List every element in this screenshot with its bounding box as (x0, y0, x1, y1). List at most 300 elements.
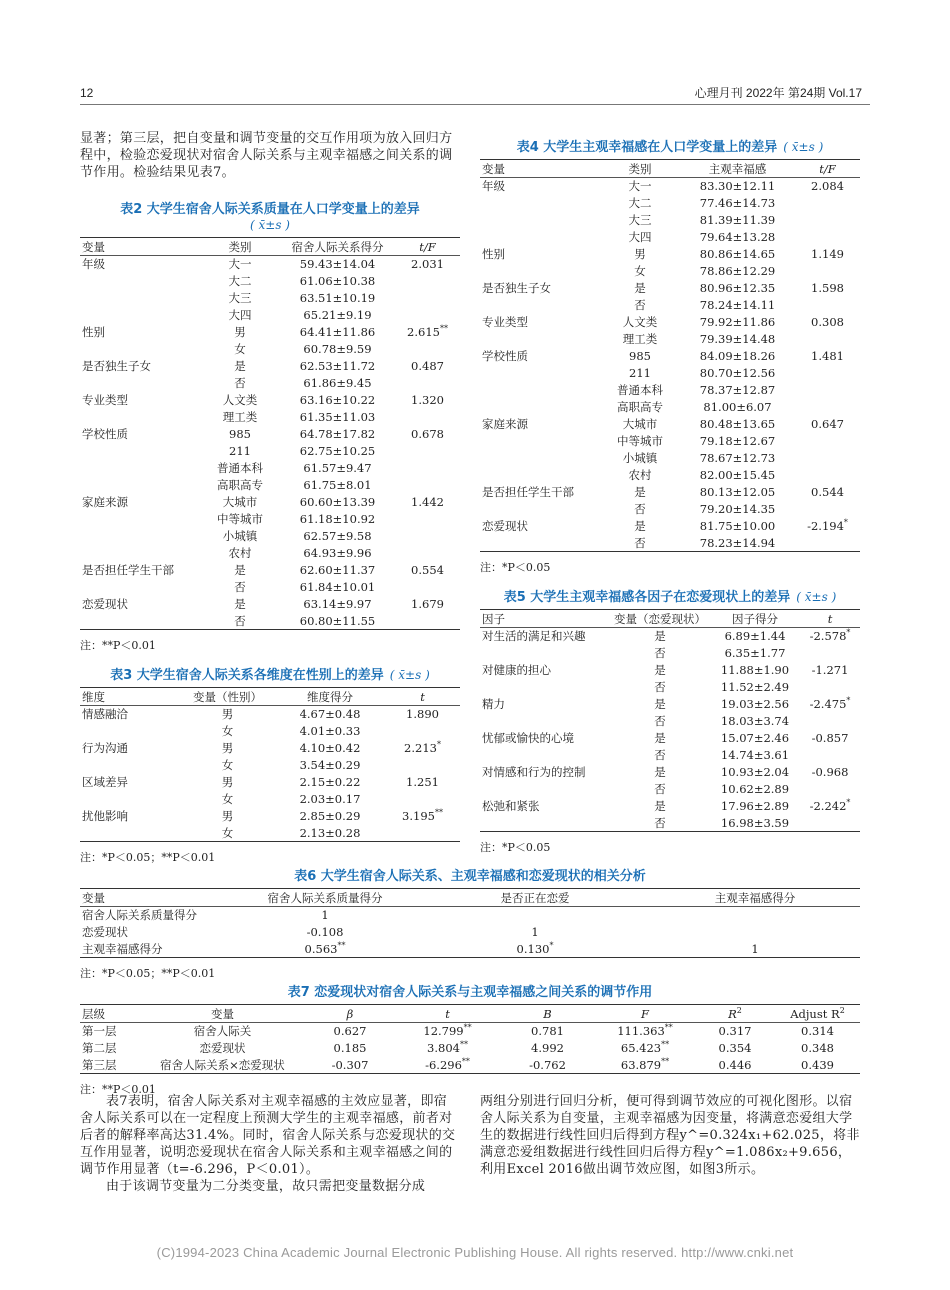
table-cell: 区域差异 (82, 775, 128, 789)
table-cell: 77.46±14.73 (699, 196, 776, 210)
table2-title: 表2 大学生宿舍人际关系质量在人口学变量上的差异 (120, 202, 420, 217)
table-cell: 80.86±14.65 (699, 247, 776, 261)
table-cell: 恋爱现状 (482, 519, 528, 533)
table-row (480, 399, 860, 416)
table-cell: 61.35±11.03 (299, 410, 376, 424)
table-cell (480, 382, 600, 399)
table2-header: 类别 (200, 238, 280, 256)
table4-header: 主观幸福感 (680, 160, 795, 178)
table-cell (395, 290, 460, 307)
table-cell (480, 433, 600, 450)
table-cell (795, 450, 860, 467)
table-row (480, 730, 860, 747)
table-cell: 2.213* (404, 740, 441, 755)
table-row (80, 477, 460, 494)
table-cell: 63.51±10.19 (299, 291, 376, 305)
table7-header: β (305, 1005, 395, 1023)
table-cell: 情感融洽 (82, 707, 128, 722)
table7-header: 层级 (80, 1005, 140, 1023)
table5-header: 因子 (480, 610, 610, 628)
table-cell (385, 791, 460, 808)
table-cell (395, 545, 460, 562)
table-cell (480, 331, 600, 348)
table-cell: 1.251 (406, 775, 439, 789)
significance-mark: * (846, 696, 851, 706)
table-cell (795, 331, 860, 348)
table-row (80, 924, 860, 941)
table-cell: 第二层 (82, 1041, 117, 1055)
table-row (80, 562, 460, 579)
table-cell: 中等城市 (217, 512, 263, 526)
table-cell (650, 907, 860, 924)
table-cell: 4.67±0.48 (299, 707, 361, 722)
table-cell: 0.185 (333, 1041, 367, 1055)
table-cell: 1.679 (411, 597, 444, 611)
significance-mark: ** (459, 1040, 468, 1050)
table-cell: 是否独生子女 (482, 281, 551, 295)
table-cell (395, 375, 460, 392)
table-cell: 人文类 (622, 315, 658, 329)
table-cell (480, 212, 600, 229)
table-cell (80, 341, 200, 358)
table-cell: 大一 (228, 257, 252, 272)
table-row (80, 825, 460, 842)
table3-header: 维度 (80, 688, 180, 706)
table-cell: 否 (654, 646, 666, 660)
table7 (80, 1004, 860, 1074)
significance-mark: ** (439, 324, 448, 334)
table-cell: 大四 (628, 230, 652, 244)
table-row (80, 723, 460, 740)
table-cell: 1 (531, 925, 539, 939)
table5-header: t (800, 610, 860, 628)
table-row (80, 358, 460, 375)
table-cell (80, 511, 200, 528)
table-cell (800, 815, 860, 832)
table4-note: 注：*P＜0.05 (480, 561, 551, 574)
table-cell: 62.60±11.37 (299, 563, 376, 577)
table-cell: 4.10±0.42 (299, 741, 361, 755)
significance-mark: * (436, 740, 441, 750)
table-cell: 3.195** (402, 808, 443, 823)
table-cell: 是 (654, 697, 666, 711)
table-row (80, 613, 460, 630)
table5-title: 表5 大学生主观幸福感各因子在恋爱现状上的差异 ( x̄±s ) (503, 590, 837, 605)
table-cell (795, 195, 860, 212)
table-row (480, 314, 860, 331)
table-cell (795, 433, 860, 450)
table-row (480, 297, 860, 314)
table-cell: 忧郁或愉快的心境 (482, 731, 574, 745)
table-cell: 2.13±0.28 (275, 825, 385, 842)
intro-text: 显著；第三层，把自变量和调节变量的交互作用项为放入回归方程中，检验恋爱现状对宿舍人际关系与主观幸福感之间关系的调节作用。检验结果见表7。 (80, 131, 453, 180)
table-cell (80, 409, 200, 426)
significance-mark: * (846, 798, 851, 808)
table-row (480, 416, 860, 433)
table7-block (80, 981, 860, 1097)
table5-header: 变量（恋爱现状） (610, 610, 710, 628)
table-row (480, 628, 860, 645)
table-cell: 否 (634, 298, 646, 312)
page-number: 12 (80, 86, 94, 100)
table-row (80, 341, 460, 358)
table4-title: 表4 大学生主观幸福感在人口学变量上的差异 ( x̄±s ) (516, 140, 824, 155)
table-cell: 63.14±9.97 (303, 597, 372, 611)
table-cell: 大四 (228, 308, 252, 322)
table-cell: 高职高专 (217, 478, 263, 492)
table-cell: 女 (221, 724, 234, 738)
table-row (80, 426, 460, 443)
table-cell: 宿舍人际关系×恋爱现状 (140, 1057, 305, 1074)
table5-block (480, 586, 860, 855)
table-cell: 农村 (628, 468, 652, 482)
table2-note: 注：**P＜0.01 (80, 639, 156, 652)
table-cell: 12.799** (423, 1023, 472, 1039)
table-cell (395, 579, 460, 596)
table-cell (395, 511, 460, 528)
table-row (80, 494, 460, 511)
table-cell: 62.53±11.72 (299, 359, 376, 373)
table-cell: 小城镇 (222, 529, 258, 543)
table6-header: 主观幸福感得分 (650, 889, 860, 907)
table-row (480, 263, 860, 280)
table-cell: 男 (234, 325, 246, 339)
table-cell: 女 (180, 825, 275, 842)
table7-title: 表7 恋爱现状对宿舍人际关系与主观幸福感之间关系的调节作用 (287, 985, 653, 1000)
table-cell: 64.78±17.82 (299, 427, 376, 441)
table-cell: 81.00±6.07 (703, 400, 772, 414)
table-cell: -2.194* (807, 518, 848, 533)
table-row (480, 798, 860, 815)
table-row (480, 535, 860, 552)
table-cell: 学校性质 (82, 427, 128, 441)
table-cell (795, 365, 860, 382)
table-cell: 64.41±11.86 (299, 325, 376, 339)
table-cell: 2.031 (411, 257, 444, 272)
table-cell: 对生活的满足和兴趣 (482, 629, 586, 644)
table-cell: 82.00±15.45 (699, 468, 776, 482)
table-row (80, 1040, 860, 1057)
table-cell: 大城市 (622, 417, 658, 431)
table-cell: 2.615** (407, 324, 448, 339)
table6-header: 宿舍人际关系质量得分 (230, 889, 420, 907)
table5-stat: ( x̄±s ) (796, 590, 837, 604)
table-row (480, 484, 860, 501)
table-cell (480, 501, 600, 518)
table4 (480, 159, 860, 552)
table-cell: -2.578* (809, 628, 851, 644)
table6-title: 表6 大学生宿舍人际关系、主观幸福感和恋爱现状的相关分析 (294, 869, 646, 884)
table-cell: 年级 (482, 179, 505, 194)
body-right-paragraph: 两组分别进行回归分析，便可得到调节效应的可视化图形。以宿舍人际关系为自变量，主观幸福感为因变量，将满意恋爱组大学生的数据进行线性回归后得到方程y^=0.324x₁+62.025，将非满意恋爱组数据进行线性回归后得方程y^=1.086x₂+9.656，利用Excel 2016做出调节效应图，如图3所示。 (480, 1094, 860, 1177)
table-cell: 否 (200, 613, 280, 630)
table-cell (480, 399, 600, 416)
table-cell: 111.363** (617, 1023, 673, 1039)
table-cell (480, 535, 600, 552)
table-cell (80, 460, 200, 477)
table-cell: 0.544 (811, 485, 844, 499)
table-cell: 65.423** (620, 1040, 670, 1055)
table4-header: 变量 (480, 160, 600, 178)
table-cell: 11.52±2.49 (720, 680, 790, 694)
body-left-paragraph: 表7表明，宿舍人际关系对主观幸福感的主效应显著，即宿舍人际关系可以在一定程度上预测大学生的主观幸福感，前者对后者的解释率高达31.4%。同时，宿舍人际关系与恋爱现状的交互作用显著，说明恋爱现状在宿舍人际关系和主观幸福感之间的调节作用显著（t=-6.296，P＜0.01）。 (80, 1094, 456, 1177)
table-cell: 是 (654, 799, 666, 813)
table-cell: -2.242* (809, 798, 851, 813)
table-row (80, 1057, 860, 1074)
table-row (80, 740, 460, 757)
table7-header: $R^2$ (695, 1005, 775, 1023)
table-cell: 985 (229, 427, 251, 441)
table-cell: 中等城市 (617, 434, 663, 448)
table-cell: 扰他影响 (82, 809, 128, 823)
table-cell: 79.20±14.35 (699, 502, 776, 516)
table-cell: 985 (629, 349, 651, 363)
table-cell (80, 825, 180, 842)
table6-block (80, 865, 860, 981)
table-row (480, 696, 860, 713)
table-row (80, 757, 460, 774)
table-cell (480, 713, 610, 730)
table-cell: 宿舍人际关 (193, 1024, 252, 1039)
table-cell (795, 535, 860, 552)
table5-note: 注：*P＜0.05 (480, 841, 551, 854)
table2-block (80, 198, 460, 653)
table-cell: -1.271 (811, 663, 849, 677)
journal-header: 心理月刊 2022年 第24期 Vol.17 (694, 86, 862, 100)
table-cell (800, 679, 860, 696)
table-cell: 3.804** (427, 1040, 468, 1055)
table-cell (480, 450, 600, 467)
table3-title: 表3 大学生宿舍人际关系各维度在性别上的差异 ( x̄±s ) (110, 668, 430, 683)
table-cell: 2.15±0.22 (299, 775, 361, 789)
table-cell: 理工类 (222, 410, 258, 424)
table-cell: 0.446 (695, 1057, 775, 1074)
table-cell (480, 263, 600, 280)
table-row (80, 307, 460, 324)
table-cell: 14.74±3.61 (720, 748, 790, 762)
table-cell (480, 815, 610, 832)
table-cell: 女 (221, 758, 234, 772)
table-cell (480, 297, 600, 314)
table-cell: 女 (634, 264, 646, 278)
table-cell: 80.96±12.35 (699, 281, 776, 295)
table2-header: 变量 (80, 238, 200, 256)
table6 (80, 888, 860, 958)
table-row (480, 450, 860, 467)
table-cell: 4.01±0.33 (299, 724, 361, 738)
table-cell (395, 273, 460, 290)
table-cell (395, 443, 460, 460)
table-cell (480, 645, 610, 662)
significance-mark: * (549, 940, 554, 950)
table-cell (480, 467, 600, 484)
table-row (80, 256, 460, 273)
table-cell (800, 645, 860, 662)
table-cell: 1.598 (811, 281, 844, 295)
table-cell: 80.13±12.05 (699, 485, 776, 499)
table-cell: -0.857 (811, 731, 849, 745)
table-cell: 0.354 (718, 1041, 752, 1055)
table-cell (800, 747, 860, 764)
table-cell: 否 (600, 535, 680, 552)
table-cell: 78.67±12.73 (699, 451, 776, 465)
table-cell: 2.084 (811, 179, 844, 194)
intro-paragraph (80, 130, 460, 181)
table-row (480, 713, 860, 730)
table-cell (395, 409, 460, 426)
table-cell: 80.70±12.56 (699, 366, 776, 380)
table-cell: 是 (654, 663, 666, 677)
table7-header: F (595, 1005, 695, 1023)
table-cell: 女 (221, 792, 234, 806)
table-cell (480, 679, 610, 696)
table-cell (80, 545, 200, 562)
table-cell (80, 477, 200, 494)
table-cell: 81.39±11.39 (699, 213, 776, 227)
table-row (80, 706, 460, 723)
table3 (80, 687, 460, 842)
table-cell: 61.84±10.01 (299, 580, 376, 594)
table-cell: -0.762 (500, 1057, 595, 1074)
table-row (80, 791, 460, 808)
table-row (80, 545, 460, 562)
table-row (480, 645, 860, 662)
table-cell: 松弛和紧张 (482, 799, 540, 813)
table-cell (395, 528, 460, 545)
table-cell (795, 229, 860, 246)
table-cell: 19.03±2.56 (720, 697, 790, 711)
table-cell (80, 307, 200, 324)
table-cell: 恋爱现状 (199, 1041, 246, 1055)
table-cell (795, 467, 860, 484)
table-cell: 男 (221, 775, 234, 789)
table-row (480, 501, 860, 518)
table-cell: 是 (234, 597, 246, 611)
table-cell: 恋爱现状 (82, 597, 128, 611)
table-cell: 64.93±9.96 (303, 546, 372, 560)
table-cell: 18.03±3.74 (720, 714, 790, 728)
table-cell: 0.439 (775, 1057, 860, 1074)
table6-note: 注：*P＜0.05；**P＜0.01 (80, 967, 216, 980)
table-cell (385, 825, 460, 842)
table-cell: 大二 (628, 196, 652, 210)
table-cell (395, 460, 460, 477)
table-cell: 63.16±10.22 (299, 393, 376, 407)
table-cell: 普通本科 (617, 383, 663, 397)
table-cell: 否 (610, 815, 710, 832)
table-row (480, 467, 860, 484)
table-cell: 61.57±9.47 (303, 461, 372, 475)
table-row (480, 662, 860, 679)
table-row (480, 747, 860, 764)
table-cell (80, 273, 200, 290)
table-cell: 60.60±13.39 (299, 495, 376, 509)
table7-header: B (500, 1005, 595, 1023)
table-cell (650, 924, 860, 941)
table-row (80, 290, 460, 307)
table-cell: 是 (654, 629, 666, 644)
table-cell: 4.992 (531, 1041, 564, 1055)
table-row (480, 764, 860, 781)
table-row (80, 375, 460, 392)
table-row (480, 178, 860, 195)
table7-header: t (395, 1005, 500, 1023)
table-cell: 是 (234, 563, 246, 577)
table-cell: 62.57±9.58 (303, 529, 372, 543)
table-cell (80, 375, 200, 392)
table-cell (800, 781, 860, 798)
table-cell: 否 (654, 782, 666, 796)
table-cell: 0.563** (230, 941, 420, 958)
table-cell: -0.307 (305, 1057, 395, 1074)
table-cell (795, 263, 860, 280)
table-cell: 79.64±13.28 (699, 230, 776, 244)
table4-header: 类别 (600, 160, 680, 178)
table-row (80, 579, 460, 596)
significance-mark: ** (661, 1040, 670, 1050)
table-cell: 1 (321, 908, 329, 923)
table-cell: 60.78±9.59 (303, 342, 372, 356)
table-cell: 人文类 (222, 393, 258, 407)
table4-block (480, 136, 860, 575)
table-cell: 61.75±8.01 (303, 478, 372, 492)
table-cell: 15.07±2.46 (720, 731, 790, 745)
table-cell: 农村 (228, 546, 252, 560)
table-cell: 家庭来源 (82, 495, 128, 509)
table-cell: 大城市 (222, 495, 258, 509)
table-cell: 否 (654, 680, 666, 694)
table-cell: 性别 (82, 325, 105, 339)
table-cell: 0.647 (811, 417, 844, 431)
table-cell: 行为沟通 (82, 741, 128, 755)
table-cell (480, 195, 600, 212)
table-cell: 78.24±14.11 (699, 298, 776, 312)
table-cell: 对情感和行为的控制 (482, 765, 586, 779)
table3-block (80, 664, 460, 865)
table-cell: 16.98±3.59 (710, 815, 800, 832)
table-row (80, 443, 460, 460)
header-rule (80, 104, 870, 105)
table-cell: 63.879** (595, 1057, 695, 1074)
table-cell (795, 212, 860, 229)
table2-header: 宿舍人际关系得分 (280, 238, 395, 256)
table-row (480, 195, 860, 212)
table-cell: 男 (221, 707, 234, 722)
table-cell: 79.92±11.86 (699, 315, 776, 329)
table-cell: 家庭来源 (482, 417, 528, 431)
table-cell: 普通本科 (217, 461, 263, 475)
table-row (80, 460, 460, 477)
table-row (80, 907, 860, 924)
table-cell: 65.21±9.19 (303, 308, 372, 322)
table-cell: 理工类 (622, 332, 658, 346)
table-cell: 主观幸福感得分 (80, 941, 230, 958)
table-cell: -6.296** (395, 1057, 500, 1074)
copyright-footer: (C)1994-2023 China Academic Journal Electronic Publishing House. All rights reserved. http://www.cnki.net (156, 1245, 794, 1260)
table-cell (795, 501, 860, 518)
table-row (80, 808, 460, 825)
table-cell: 恋爱现状 (82, 925, 128, 939)
table-row (80, 1023, 860, 1040)
table-cell: 1.890 (406, 707, 439, 722)
table-cell: 1.320 (411, 393, 444, 407)
table-cell: 61.86±9.45 (303, 376, 372, 390)
table-cell: 2.85±0.29 (299, 809, 361, 823)
table-cell: 79.39±14.48 (699, 332, 776, 346)
significance-mark: * (846, 628, 851, 638)
table-cell (80, 757, 180, 774)
table-cell: 否 (234, 580, 246, 594)
